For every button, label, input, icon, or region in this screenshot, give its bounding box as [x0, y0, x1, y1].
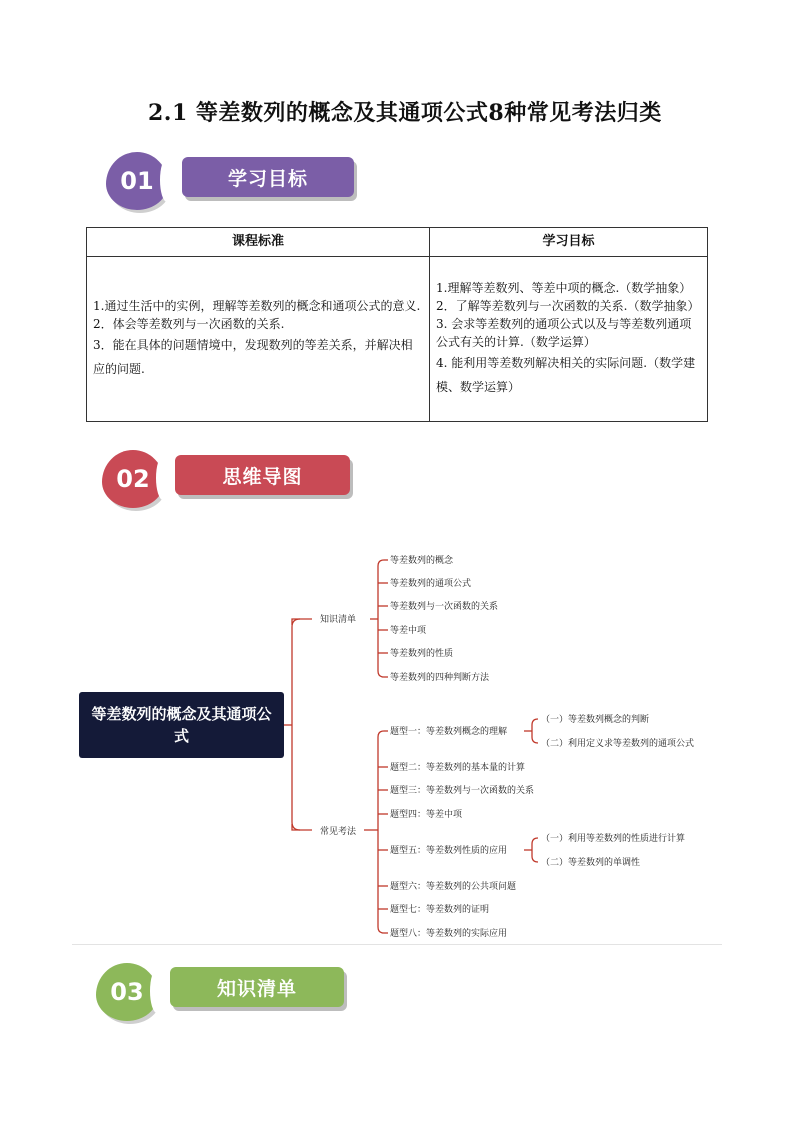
mindmap-subleaf-label: （一）利用等差数列的性质进行计算: [541, 834, 686, 844]
standards-cell: [87, 257, 430, 422]
mindmap-branch-label: 知识清单: [320, 615, 357, 625]
objective-item: 1.理解等差数列、等差中项的概念.（数学抽象）: [436, 281, 692, 295]
mindmap-leaf-label: 等差数列的性质: [390, 649, 454, 659]
mindmap-branch-label: 常见考法: [320, 827, 357, 837]
mindmap-subleaf-label: （二）利用定义求等差数列的通项公式: [541, 739, 695, 749]
mindmap-diagram: [0, 540, 794, 950]
page-title: 2.1 等差数列的概念及其通项公式8种常见考法归类: [148, 100, 662, 126]
mindmap-subleaf-label: （一）等差数列概念的判断: [541, 715, 650, 725]
mindmap-leaf-label: 题型五：等差数列性质的应用: [390, 846, 508, 856]
objective-item: 3. 会求等差数列的通项公式以及与等差数列通项公式有关的计算.（数学运算）: [436, 317, 692, 349]
mindmap-root: 等差数列的概念及其通项公式: [79, 692, 284, 758]
goals-table: [86, 227, 708, 422]
section-number-badge: 02: [102, 450, 164, 508]
section-number-badge: 03: [96, 963, 158, 1021]
mindmap-leaf-label: 等差中项: [390, 626, 427, 636]
mindmap-leaf-label: 题型三：等差数列与一次函数的关系: [390, 786, 535, 796]
standard-item: 3．能在具体的问题情境中，发现数列的等差关系，并解决相应的问题.: [93, 338, 413, 376]
mindmap-leaf-label: 题型一：等差数列概念的理解: [390, 727, 508, 737]
section-divider: [72, 944, 722, 945]
section-banner-learning-goals: 学习目标: [182, 157, 354, 197]
objectives-cell: [430, 257, 708, 422]
standard-item: 2．体会等差数列与一次函数的关系.: [93, 317, 285, 331]
table-header-standards: 课程标准: [87, 228, 430, 257]
section-banner-mind-map: 思维导图: [175, 455, 350, 495]
mindmap-leaf-label: 题型六：等差数列的公共项问题: [390, 882, 517, 892]
mindmap-subleaf-label: （二）等差数列的单调性: [541, 858, 641, 868]
mindmap-leaf-label: 题型四：等差中项: [390, 810, 463, 820]
mindmap-leaf-label: 等差数列的概念: [390, 556, 454, 566]
mindmap-leaf-label: 等差数列的四种判断方法: [390, 673, 490, 683]
mindmap-leaf-label: 等差数列的通项公式: [390, 579, 472, 589]
mindmap-leaf-label: 题型七：等差数列的证明: [390, 905, 490, 915]
objective-item: 2．了解等差数列与一次函数的关系.（数学抽象）: [436, 299, 700, 313]
table-header-objectives: 学习目标: [430, 228, 708, 257]
standard-item: 1.通过生活中的实例，理解等差数列的概念和通项公式的意义.: [93, 299, 421, 313]
section-banner-knowledge-list: 知识清单: [170, 967, 344, 1007]
mindmap-leaf-label: 等差数列与一次函数的关系: [390, 602, 499, 612]
section-number-badge: 01: [106, 152, 168, 210]
mindmap-leaf-label: 题型八：等差数列的实际应用: [390, 929, 508, 939]
objective-item: 4. 能利用等差数列解决相关的实际问题.（数学建模、数学运算）: [436, 356, 696, 394]
mindmap-leaf-label: 题型二：等差数列的基本量的计算: [390, 763, 526, 773]
